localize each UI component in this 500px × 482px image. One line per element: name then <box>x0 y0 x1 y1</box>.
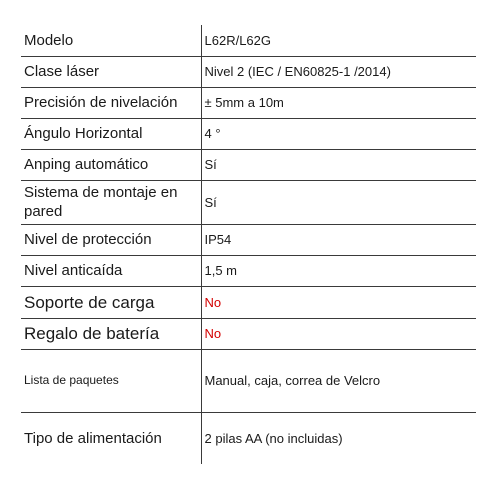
spec-label: Nivel de protección <box>21 224 201 255</box>
spec-value: Sí <box>201 149 476 180</box>
spec-row-alimentacion <box>21 412 476 464</box>
spec-label: Clase láser <box>21 56 201 87</box>
spec-row-proteccion <box>21 224 476 255</box>
spec-value: 2 pilas AA (no incluidas) <box>201 412 476 464</box>
spec-label: Nivel anticaída <box>21 255 201 286</box>
spec-row-anping <box>21 149 476 180</box>
spec-value: Sí <box>201 180 476 224</box>
spec-value: IP54 <box>201 224 476 255</box>
spec-row-montaje <box>21 180 476 224</box>
spec-value: 1,5 m <box>201 255 476 286</box>
spec-value: No <box>201 286 476 318</box>
spec-table <box>21 25 476 464</box>
spec-label: Sistema de montaje en pared <box>21 180 201 224</box>
spec-label: Precisión de nivelación <box>21 87 201 118</box>
spec-row-anticaida <box>21 255 476 286</box>
spec-value: ± 5mm a 10m <box>201 87 476 118</box>
spec-label: Lista de paquetes <box>21 349 201 412</box>
spec-row-bateria <box>21 318 476 349</box>
spec-row-soporte <box>21 286 476 318</box>
spec-row-angulo <box>21 118 476 149</box>
spec-value: 4 ° <box>201 118 476 149</box>
spec-label: Tipo de alimentación <box>24 429 162 447</box>
spec-value: L62R/L62G <box>201 25 476 56</box>
spec-row-modelo <box>21 25 476 56</box>
spec-label: Modelo <box>21 25 201 56</box>
spec-value: No <box>201 318 476 349</box>
spec-row-clase-laser <box>21 56 476 87</box>
spec-label: Ángulo Horizontal <box>21 118 201 149</box>
spec-value: Nivel 2 (IEC / EN60825-1 /2014) <box>201 56 476 87</box>
spec-label: Regalo de batería <box>21 318 201 349</box>
spec-label: Soporte de carga <box>21 286 201 318</box>
spec-label: Anping automático <box>21 149 201 180</box>
spec-row-precision <box>21 87 476 118</box>
spec-value: Manual, caja, correa de Velcro <box>201 349 476 412</box>
spec-row-paquetes <box>21 349 476 412</box>
